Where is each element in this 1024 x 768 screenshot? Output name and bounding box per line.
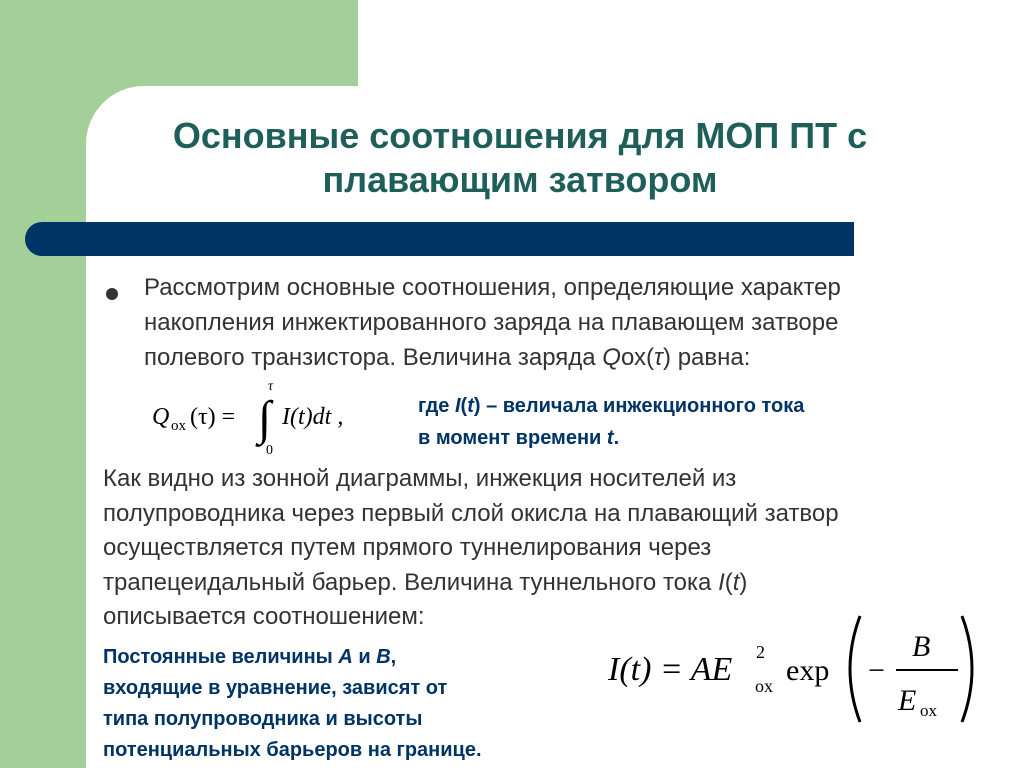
- charge-symbol: Q: [602, 344, 621, 371]
- integral-upper-limit: τ: [268, 379, 274, 394]
- bullet-paragraph: [144, 270, 984, 375]
- note1-line-1: [418, 390, 938, 422]
- formula2-exp: exp: [786, 654, 830, 687]
- formula2-denominator-subscript: ox: [920, 701, 937, 720]
- slide-title: [100, 114, 940, 202]
- formula2-minus: −: [868, 654, 885, 687]
- tunneling-paragraph: [103, 462, 1003, 635]
- para2-paren-close: ): [739, 568, 748, 596]
- note1-line-2: [418, 422, 938, 454]
- para2-current-symbol: I: [718, 568, 725, 596]
- note2-constant-b: В: [376, 646, 391, 668]
- note2-line-2: входящие в уравнение, зависят от: [103, 677, 448, 699]
- charge-subscript: ох(: [620, 344, 655, 371]
- note2-constant-a: А: [338, 646, 353, 668]
- note2-and: и: [352, 646, 377, 668]
- note1-where: где: [418, 395, 455, 417]
- note1-paren: (: [460, 395, 468, 417]
- bullet-line-1: Рассмотрим основные соотношения, определяющие характер: [144, 274, 841, 301]
- formula2-right-paren: [962, 616, 972, 722]
- para2-paren-open: (: [724, 568, 733, 596]
- note1-description: ) – величала инжекционного тока: [473, 395, 805, 417]
- note2-comma: ,: [390, 646, 397, 668]
- formula2-subscript: ox: [755, 676, 773, 696]
- bullet-line-2: накопления инжектированного заряда на плавающем затворе: [144, 309, 839, 336]
- integral-lower-limit: 0: [266, 443, 273, 458]
- slide-title-line-2: плавающим затвором: [322, 159, 718, 200]
- formula1-ox-subscript: ox: [171, 418, 186, 434]
- bullet-line-3: [144, 340, 984, 375]
- current-definition-note: [418, 390, 938, 454]
- bullet-line-3-text: полевого транзистора. Величина заряда: [144, 344, 603, 371]
- para2-line-2: полупроводника через первый слой окисла на плавающий затвор: [103, 499, 839, 527]
- formula2-left-paren: [850, 616, 860, 722]
- note1-period: .: [613, 427, 620, 449]
- bullet-dot: [106, 288, 118, 300]
- note2-line-4: потенциальных барьеров на границе.: [103, 739, 482, 761]
- charge-integral-formula: [150, 378, 380, 458]
- title-underline-bar: [25, 222, 854, 256]
- formula2-denominator-e: E: [898, 684, 917, 717]
- para2-line-4: [103, 566, 1003, 601]
- para2-line-3: осуществляется путем прямого туннелирования через: [103, 534, 712, 561]
- tau-symbol: τ: [654, 344, 664, 371]
- formula2-numerator: B: [912, 630, 931, 663]
- note1-current-symbol: I: [454, 395, 461, 417]
- para2-time-symbol: t: [732, 568, 740, 596]
- integral-sign: ∫: [258, 392, 272, 445]
- formula1-argument: (τ) =: [190, 404, 236, 430]
- formula1-q: Q: [152, 404, 170, 430]
- para2-line-4-text: трапецеидальный барьер. Величина туннельного тока: [103, 568, 719, 596]
- para2-line-1: Как видно из зонной диаграммы, инжекция носителей из: [103, 465, 737, 492]
- formula2-lhs: I(t) = AE: [608, 651, 733, 688]
- slide-title-line-1: Основные соотношения для МОП ПТ с: [172, 115, 868, 156]
- note1-moment: в момент времени: [418, 427, 607, 449]
- formula2-superscript: 2: [756, 642, 765, 662]
- note2-line-1: [103, 642, 603, 673]
- note2-line-3: типа полупроводника и высоты: [103, 708, 423, 730]
- tunneling-current-formula: [604, 612, 982, 726]
- note2-constants: Постоянные величины: [103, 646, 339, 668]
- formula1-integrand: I(t)dt ,: [282, 404, 344, 430]
- note1-time-symbol-2: t: [606, 427, 614, 449]
- constants-note: [103, 642, 603, 766]
- para2-line-5: описывается соотношением:: [103, 603, 425, 630]
- bullet-line-3-end: ) равна:: [663, 344, 751, 371]
- note1-time-symbol: t: [467, 395, 474, 417]
